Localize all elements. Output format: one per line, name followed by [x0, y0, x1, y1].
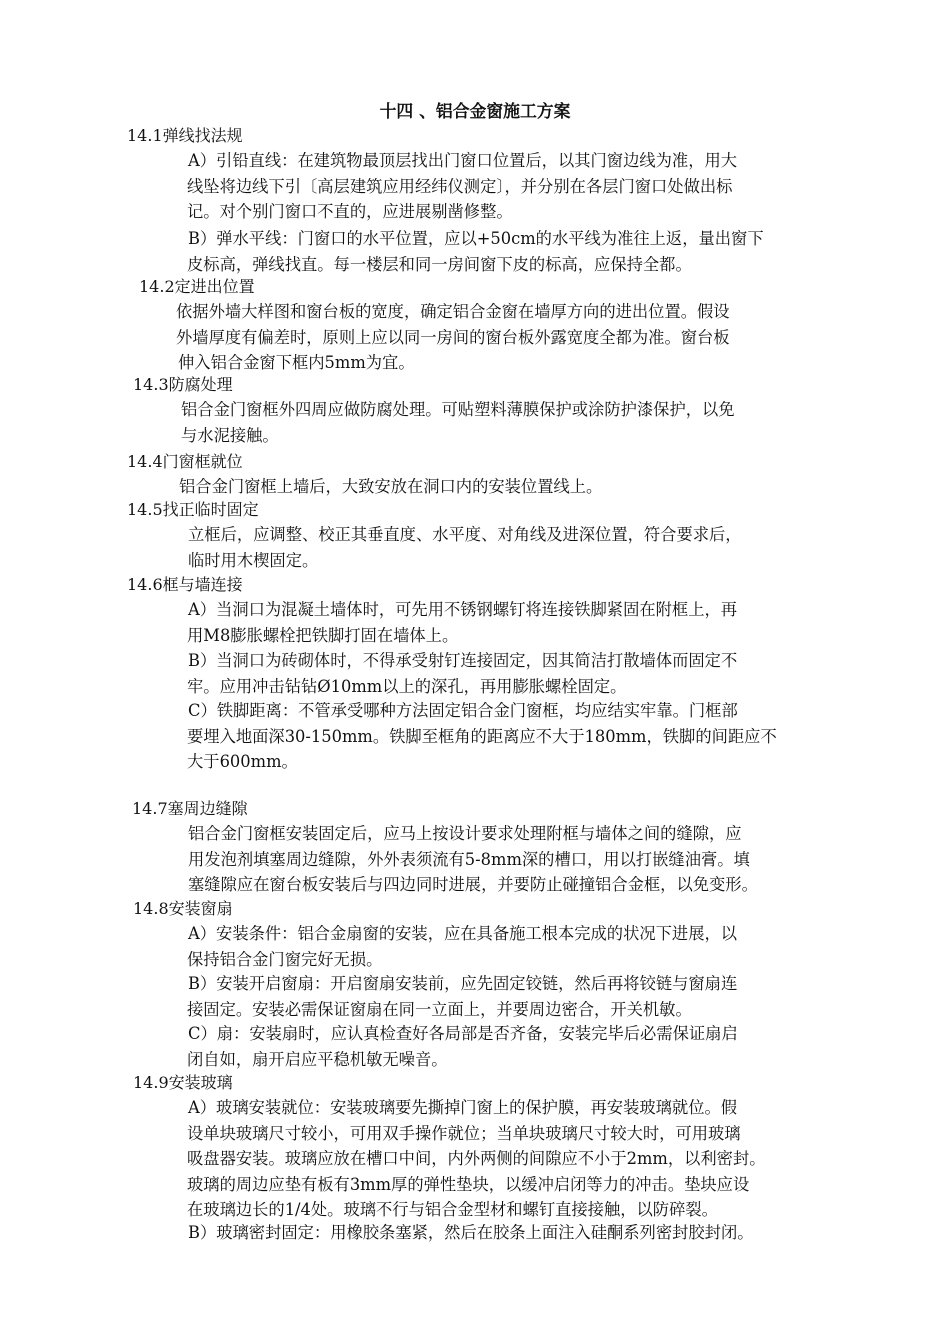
paragraph-14-4: [179, 474, 602, 500]
text-line: 大于600mm。: [187, 752, 298, 772]
text-line: 塞缝隙应在窗台板安装后与四边同时进展，并要防止碰撞铝合金框，以免变形。: [188, 875, 758, 895]
text-line: 要埋入地面深30-150mm。铁脚至框角的距离应不大于180mm，铁脚的间距应不: [187, 726, 777, 746]
text-line: 接固定。安装必需保证窗扇在同一立面上，并要周边密合，开关机敏。: [187, 999, 692, 1019]
paragraph-14-6-c: [188, 698, 777, 775]
text-line: 吸盘器安装。玻璃应放在槽口中间，内外两侧的间隙应不小于2mm，以利密封。: [187, 1149, 766, 1169]
text-line: 临时用木楔固定。: [188, 550, 319, 570]
paragraph-14-9-a: [188, 1095, 766, 1223]
paragraph-14-6-a: [188, 597, 737, 648]
section-heading-14-3: 14.3防腐处理: [133, 375, 233, 394]
section-heading-14-7: 14.7塞周边缝隙: [132, 799, 248, 818]
text-line: 线坠将边线下引〔高层建筑应用经纬仪测定〕，并分别在各层门窗口处做出标: [187, 176, 733, 196]
text-line: A）当洞口为混凝土墙体时，可先用不锈钢螺钉将连接铁脚紧固在附框上，再: [188, 600, 738, 619]
text-line: 用M8膨胀螺栓把铁脚打固在墙体上。: [187, 625, 459, 645]
text-line: 外墙厚度有偏差时，原则上应以同一房间的窗台板外露宽度全都为准。窗台板: [176, 327, 730, 347]
paragraph-14-3: [181, 397, 735, 448]
text-line: 闭自如，扇开启应平稳机敏无噪音。: [187, 1049, 448, 1069]
text-line: 铝合金门窗框外四周应做防腐处理。可贴塑料薄膜保护或涂防护漆保护，以免: [181, 400, 735, 419]
text-line: 皮标高，弹线找直。每一楼层和同一房间窗下皮的标高，应保持全都。: [187, 254, 692, 274]
text-line: A）安装条件：铝合金扇窗的安装，应在具备施工根本完成的状况下进展，以: [188, 924, 738, 943]
text-line: C）扇：安装扇时，应认真检查好各局部是否齐备，安装完毕后必需保证扇启: [188, 1024, 738, 1043]
text-line: 立框后，应调整、校正其垂直度、水平度、对角线及进深位置，符合要求后，: [188, 525, 742, 544]
section-heading-14-1: 14.1弹线找法规: [127, 126, 243, 145]
text-line: 用发泡剂填塞周边缝隙，外外表须流有5-8mm深的槽口，用以打嵌缝油膏。填: [188, 849, 750, 869]
paragraph-14-2: [176, 299, 730, 376]
document-title: 十四 、铝合金窗施工方案: [379, 101, 571, 121]
paragraph-14-8-c: [188, 1021, 738, 1072]
text-line: A）玻璃安装就位：安装玻璃要先撕掉门窗上的保护膜，再安装玻璃就位。假: [188, 1098, 738, 1117]
text-line: C）铁脚距离：不管承受哪种方法固定铝合金门窗框，均应结实牢靠。门框部: [188, 701, 738, 720]
paragraph-14-6-b: [188, 648, 737, 699]
text-line: 在玻璃边长的1/4处。玻璃不行与铝合金型材和螺钉直接接触，以防碎裂。: [187, 1200, 718, 1220]
text-line: B）安装开启窗扇：开启窗扇安装前，应先固定铰链，然后再将铰链与窗扇连: [188, 974, 738, 993]
text-line: 保持铝合金门窗完好无损。: [187, 949, 383, 969]
paragraph-14-8-b: [188, 971, 737, 1022]
text-line: B）当洞口为砖砌体时，不得承受射钉连接固定，因其简洁打散墙体而固定不: [188, 651, 738, 670]
text-line: 记。对个别门窗口不直的，应进展剔凿修整。: [187, 202, 513, 222]
text-line: 牢。应用冲击钻钻Ø10mm以上的深孔，再用膨胀螺栓固定。: [187, 676, 627, 696]
text-line: 玻璃的周边应垫有板有3mm厚的弹性垫块，以缓冲启闭等力的冲击。垫块应设: [187, 1174, 750, 1194]
paragraph-14-7: [188, 821, 758, 898]
paragraph-14-1-a: [188, 148, 737, 225]
text-line: 依据外墙大样图和窗台板的宽度，确定铝合金窗在墙厚方向的进出位置。假设: [176, 302, 730, 321]
section-heading-14-2: 14.2定进出位置: [139, 277, 255, 296]
paragraph-14-9-b: [188, 1220, 754, 1246]
text-line: 设单块玻璃尺寸较小，可用双手操作就位；当单块玻璃尺寸较大时，可用玻璃: [187, 1123, 741, 1143]
text-line: A）引铅直线：在建筑物最顶层找出门窗口位置后，以其门窗边线为准，用大: [188, 151, 738, 170]
paragraph-14-5: [188, 522, 742, 573]
paragraph-14-8-a: [188, 921, 737, 972]
text-line: 铝合金门窗框上墙后，大致安放在洞口内的安装位置线上。: [179, 477, 603, 496]
section-heading-14-6: 14.6框与墙连接: [127, 575, 243, 594]
text-line: 与水泥接触。: [181, 425, 279, 445]
text-line: B）玻璃密封固定：用橡胶条塞紧，然后在胶条上面注入硅酮系列密封胶封闭。: [188, 1223, 754, 1242]
section-heading-14-9: 14.9安装玻璃: [133, 1073, 233, 1092]
text-line: B）弹水平线：门窗口的水平位置，应以+50cm的水平线为准往上返，量出窗下: [188, 229, 764, 248]
text-line: 铝合金门窗框安装固定后，应马上按设计要求处理附框与墙体之间的缝隙，应: [188, 824, 742, 843]
section-heading-14-5: 14.5找正临时固定: [127, 500, 259, 519]
text-line: 伸入铝合金窗下框内5mm为宜。: [178, 353, 415, 373]
paragraph-14-1-b: [188, 226, 764, 277]
section-heading-14-4: 14.4门窗框就位: [127, 452, 243, 471]
section-heading-14-8: 14.8安装窗扇: [133, 899, 233, 918]
